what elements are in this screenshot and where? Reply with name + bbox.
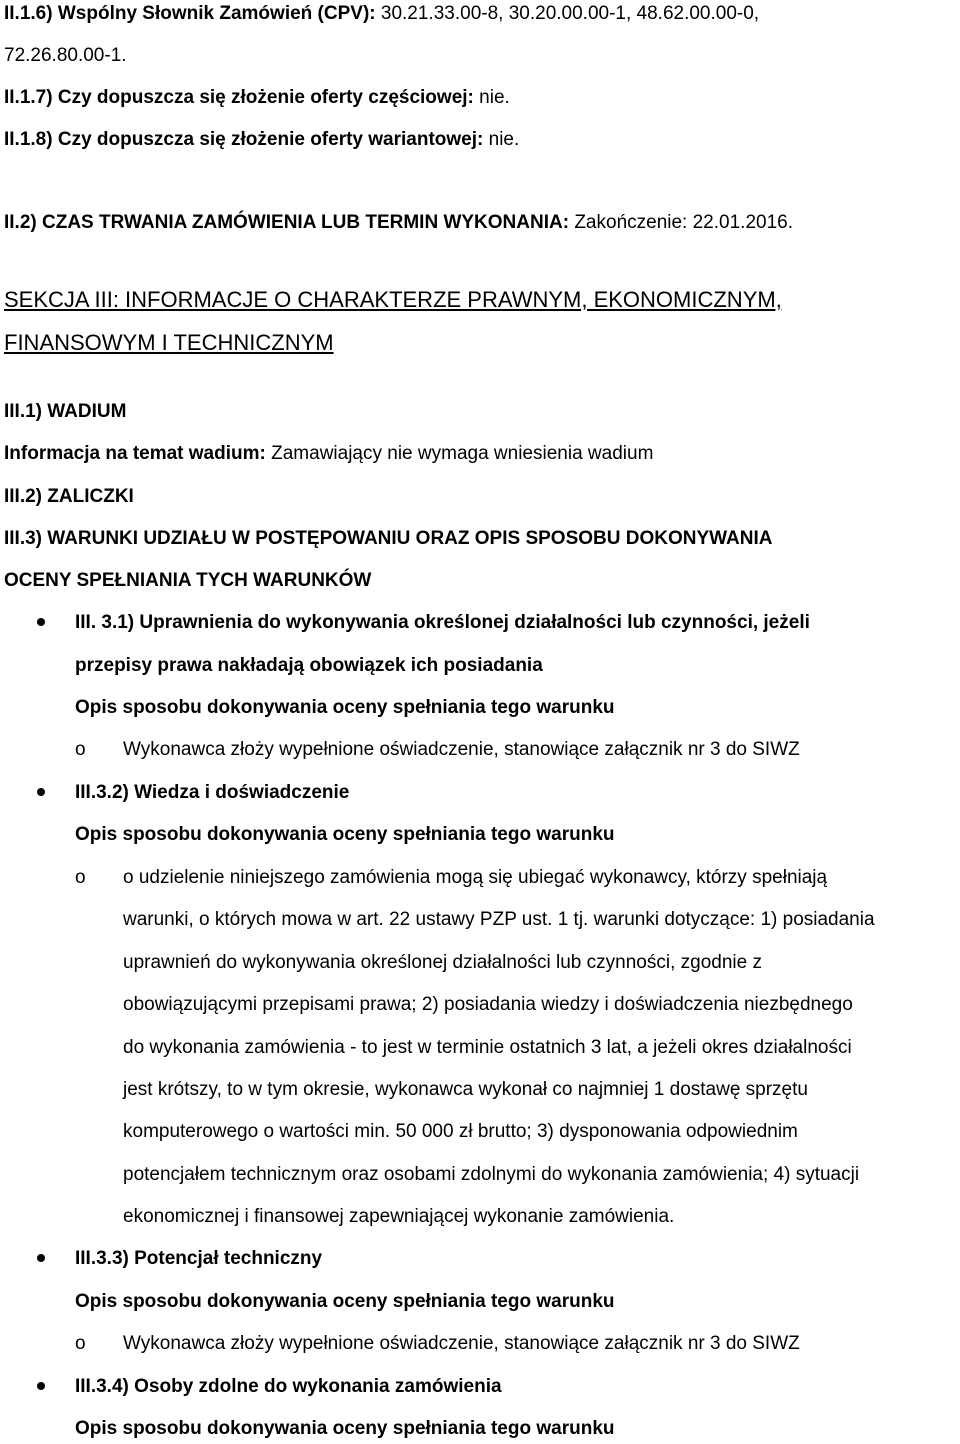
wadium-heading: III.1) WADIUM xyxy=(4,401,127,422)
cpv-value-1: 30.21.33.00-8, 30.20.00.00-1, 48.62.00.00-0, xyxy=(380,3,760,24)
cpv-value-2: 72.26.80.00-1. xyxy=(4,45,127,66)
conditions-heading-line-1: III.3) WARUNKI UDZIAŁU W POSTĘPOWANIU ORAZ OPIS SPOSOBU DOKONYWANIA xyxy=(4,528,773,549)
item-3-title: III.3.3) Potencjał techniczny xyxy=(75,1248,323,1269)
item-4-assessment-label: Opis sposobu dokonywania oceny spełniania tego warunku xyxy=(75,1418,615,1439)
item-2-text-line: ekonomicznej i finansowej zapewniającej wykonanie zamówienia. xyxy=(123,1206,675,1227)
sub-bullet-icon: o xyxy=(75,1333,86,1354)
bullet-icon xyxy=(37,1382,45,1390)
item-2-title: III.3.2) Wiedza i doświadczenie xyxy=(75,782,350,803)
duration-label: II.2) CZAS TRWANIA ZAMÓWIENIA LUB TERMIN WYKONANIA: xyxy=(4,212,570,233)
item-2-text-line: komputerowego o wartości min. 50 000 zł brutto; 3) dysponowania odpowiednim xyxy=(123,1121,798,1142)
item-2-text-line: potencjałem technicznym oraz osobami zdolnymi do wykonania zamówienia; 4) sytuacji xyxy=(123,1164,860,1185)
duration-value: Zakończenie: 22.01.2016. xyxy=(574,212,793,233)
item-2-text-line: warunki, o których mowa w art. 22 ustawy PZP ust. 1 tj. warunki dotyczące: 1) posiadania xyxy=(123,909,875,930)
item-1-title-line-2: przepisy prawa nakładają obowiązek ich posiadania xyxy=(75,655,543,676)
conditions-heading-line-2: OCENY SPEŁNIANIA TYCH WARUNKÓW xyxy=(4,570,372,591)
sub-bullet-icon: o xyxy=(75,739,86,760)
item-1-title-line-1: III. 3.1) Uprawnienia do wykonywania określonej działalności lub czynności, jeżeli xyxy=(75,612,810,633)
cpv-label: II.1.6) Wspólny Słownik Zamówień (CPV): xyxy=(4,3,376,24)
variant-offer-label: II.1.8) Czy dopuszcza się złożenie oferty wariantowej: xyxy=(4,129,484,150)
item-2-text-line: o udzielenie niniejszego zamówienia mogą się ubiegać wykonawcy, którzy spełniają xyxy=(123,867,828,888)
item-1-text: Wykonawca złoży wypełnione oświadczenie, stanowiące załącznik nr 3 do SIWZ xyxy=(123,739,800,760)
item-2-assessment-label: Opis sposobu dokonywania oceny spełniania tego warunku xyxy=(75,824,615,845)
partial-offer-value: nie. xyxy=(479,87,510,108)
bullet-icon xyxy=(37,788,45,796)
item-2-text-line: obowiązującymi przepisami prawa; 2) posiadania wiedzy i doświadczenia niezbędnego xyxy=(123,994,853,1015)
bullet-icon xyxy=(37,1254,45,1262)
item-2-text-line: jest krótszy, to w tym okresie, wykonawca wykonał co najmniej 1 dostawę sprzętu xyxy=(123,1079,808,1100)
wadium-label: Informacja na temat wadium: xyxy=(4,443,266,464)
duration-line xyxy=(4,211,793,235)
wadium-value: Zamawiający nie wymaga wniesienia wadium xyxy=(271,443,654,464)
item-1-assessment-label: Opis sposobu dokonywania oceny spełniania tego warunku xyxy=(75,697,615,718)
item-3-text: Wykonawca złoży wypełnione oświadczenie, stanowiące załącznik nr 3 do SIWZ xyxy=(123,1333,800,1354)
section-title-line-1: SEKCJA III: INFORMACJE O CHARAKTERZE PRAWNYM, EKONOMICZNYM, xyxy=(4,287,782,312)
partial-offer-label: II.1.7) Czy dopuszcza się złożenie oferty częściowej: xyxy=(4,87,474,108)
bullet-icon xyxy=(37,618,45,626)
cpv-line-1 xyxy=(4,2,759,26)
item-2-text-line: uprawnień do wykonywania określonej działalności lub czynności, zgodnie z xyxy=(123,952,762,973)
item-2-text-line: do wykonania zamówienia - to jest w terminie ostatnich 3 lat, a jeżeli okres działalności xyxy=(123,1037,852,1058)
zaliczki-heading: III.2) ZALICZKI xyxy=(4,486,134,507)
section-title-line-2: FINANSOWYM I TECHNICZNYM xyxy=(4,330,334,355)
sub-bullet-icon: o xyxy=(75,867,86,888)
partial-offer-line xyxy=(4,86,510,110)
wadium-info-line xyxy=(4,442,653,466)
item-3-assessment-label: Opis sposobu dokonywania oceny spełniania tego warunku xyxy=(75,1291,615,1312)
item-4-title: III.3.4) Osoby zdolne do wykonania zamówienia xyxy=(75,1376,502,1397)
variant-offer-line xyxy=(4,128,519,152)
variant-offer-value: nie. xyxy=(488,129,520,150)
